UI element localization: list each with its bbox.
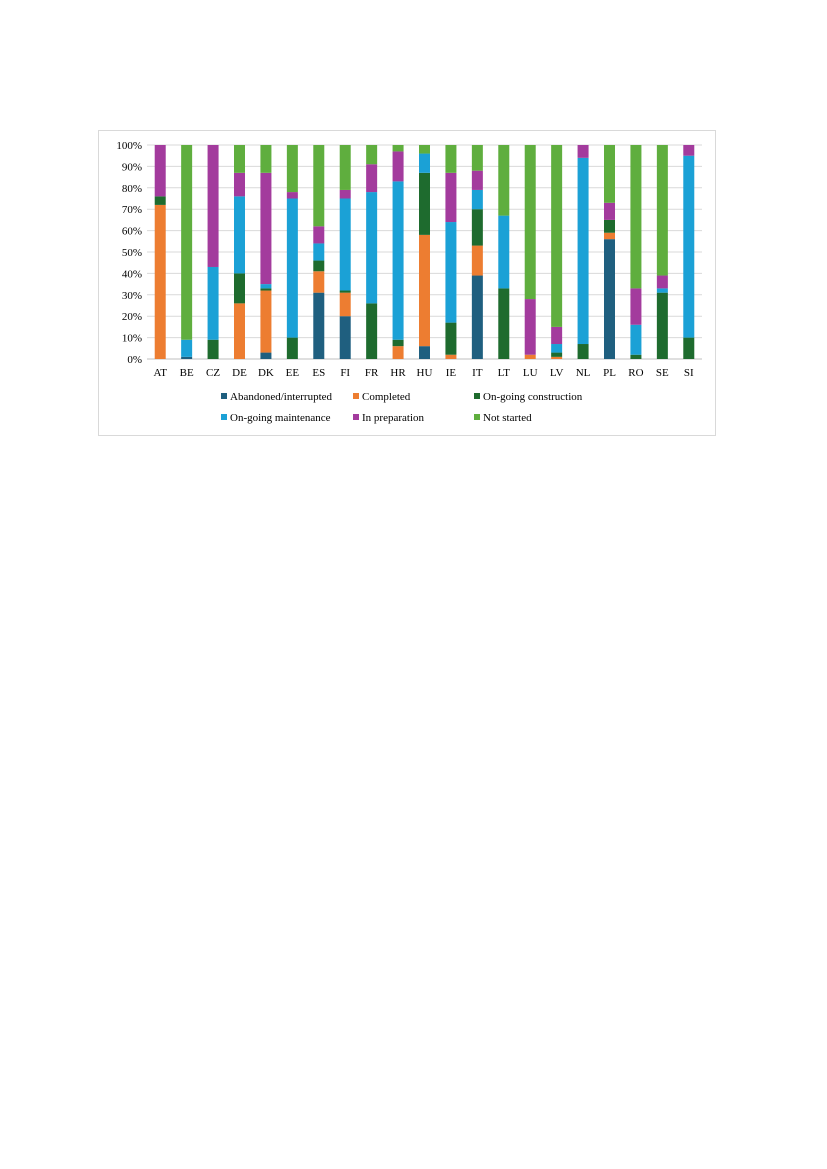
bar-segment (208, 267, 219, 340)
y-tick-label: 90% (121, 161, 142, 174)
y-tick-label: 0% (127, 354, 142, 366)
bar-segment (525, 145, 536, 299)
bar-segment (419, 235, 430, 346)
bar-segment (657, 276, 668, 289)
bar-segment (630, 145, 641, 288)
bar-segment (366, 145, 377, 164)
bar-segment (260, 353, 271, 359)
bar-segment (445, 355, 456, 359)
legend (221, 391, 583, 424)
bar-segment (208, 340, 219, 359)
bar-segment (340, 145, 351, 190)
bar-segment (630, 288, 641, 324)
legend-label: On-going construction (483, 391, 583, 403)
legend-swatch (474, 414, 480, 420)
bar-segment (604, 203, 615, 220)
bar-segment (208, 145, 219, 267)
bar-segment (393, 346, 404, 359)
x-tick-label: RO (628, 367, 644, 379)
bar-segment (630, 325, 641, 355)
bar-segment (287, 199, 298, 338)
bar-segment (181, 340, 192, 357)
bar-segment (340, 190, 351, 199)
bar-segment (260, 291, 271, 353)
bar-segment (472, 145, 483, 171)
bar-segment (657, 293, 668, 359)
bar-segment (181, 357, 192, 359)
bar-segment (525, 299, 536, 355)
bar-segment (234, 303, 245, 359)
y-tick-label: 20% (121, 311, 142, 324)
bar-segment (366, 192, 377, 303)
bar-segment (393, 340, 404, 346)
legend-label: On-going maintenance (230, 412, 331, 424)
bar-segment (551, 145, 562, 327)
bar-segment (155, 205, 166, 359)
x-tick-label: LU (522, 367, 538, 379)
x-tick-label: BE (179, 367, 194, 379)
x-tick-label: SI (683, 367, 694, 379)
bar-segment (657, 288, 668, 292)
legend-label: In preparation (362, 412, 424, 424)
bar-segment (683, 338, 694, 359)
x-tick-label: NL (575, 367, 591, 379)
x-tick-label: ES (312, 367, 326, 379)
x-tick-label: CZ (206, 367, 221, 379)
x-tick-label: EE (285, 367, 300, 379)
bar-segment (340, 316, 351, 359)
legend-swatch (221, 393, 227, 399)
bar-segment (287, 192, 298, 198)
bar-segment (604, 220, 615, 233)
bar-segment (181, 145, 192, 340)
y-tick-label: 80% (121, 182, 142, 195)
bar-segment (498, 216, 509, 289)
bar-segment (498, 288, 509, 359)
x-tick-label: FI (340, 367, 351, 379)
bar-segment (472, 190, 483, 209)
bar-segment (472, 276, 483, 359)
bar-segment (604, 145, 615, 203)
bar-segment (419, 346, 430, 359)
x-tick-label: HU (416, 367, 433, 379)
bar-segment (445, 323, 456, 355)
bar-segment (234, 196, 245, 273)
bar-segment (260, 288, 271, 290)
bar-segment (393, 151, 404, 181)
bar-segment (393, 145, 404, 151)
legend-label: Abandoned/interrupted (230, 391, 333, 403)
bar-segment (260, 284, 271, 288)
bar-segment (260, 173, 271, 284)
bar-segment (551, 357, 562, 359)
y-tick-label: 50% (121, 247, 142, 259)
x-tick-label: IE (445, 367, 457, 379)
x-tick-label: SE (655, 367, 669, 379)
bar-segment (578, 158, 589, 344)
x-tick-label: DK (257, 367, 274, 379)
x-tick-label: PL (603, 367, 616, 379)
bar-segment (393, 181, 404, 339)
bar-segment (551, 353, 562, 357)
bar-segment (578, 145, 589, 158)
bar-segment (472, 246, 483, 276)
stacked-bar-chart (99, 131, 715, 435)
x-tick-label: IT (472, 367, 483, 379)
legend-swatch (353, 393, 359, 399)
bar-segment (604, 233, 615, 239)
bar-segment (340, 291, 351, 293)
bar-segment (313, 226, 324, 243)
bar-segment (683, 145, 694, 156)
y-tick-label: 70% (121, 204, 142, 217)
bars (155, 145, 695, 359)
bar-segment (419, 173, 430, 235)
x-tick-label: HR (390, 367, 406, 379)
bar-segment (445, 222, 456, 323)
bar-segment (419, 145, 430, 154)
bar-segment (551, 327, 562, 344)
bar-segment (313, 243, 324, 260)
bar-segment (683, 156, 694, 338)
x-tick-label: AT (153, 367, 167, 379)
x-tick-label: LT (497, 367, 511, 379)
bar-segment (287, 145, 298, 192)
bar-segment (234, 173, 245, 197)
bar-segment (234, 145, 245, 173)
bar-segment (287, 338, 298, 359)
bar-segment (472, 209, 483, 245)
bar-segment (366, 303, 377, 359)
bar-segment (155, 196, 166, 205)
bar-segment (525, 355, 536, 359)
legend-swatch (221, 414, 227, 420)
bar-segment (472, 171, 483, 190)
x-tick-label: LV (549, 367, 564, 379)
bar-segment (155, 145, 166, 196)
chart-frame (98, 130, 716, 436)
y-tick-label: 10% (121, 332, 142, 345)
bar-segment (445, 173, 456, 222)
bar-segment (234, 273, 245, 303)
legend-label: Not started (483, 412, 532, 424)
y-tick-label: 30% (121, 289, 142, 302)
bar-segment (340, 293, 351, 317)
legend-label: Completed (362, 391, 411, 403)
x-tick-label: DE (232, 367, 247, 379)
legend-swatch (474, 393, 480, 399)
bar-segment (313, 271, 324, 292)
bar-segment (551, 344, 562, 353)
bar-segment (578, 344, 589, 359)
y-tick-label: 100% (116, 140, 142, 152)
bar-segment (260, 145, 271, 173)
bar-segment (445, 145, 456, 173)
x-tick-label: FR (364, 367, 379, 379)
bar-segment (604, 239, 615, 359)
bar-segment (313, 145, 324, 226)
bar-segment (313, 261, 324, 272)
bar-segment (630, 355, 641, 359)
bar-segment (657, 145, 668, 276)
bar-segment (313, 293, 324, 359)
bar-segment (340, 199, 351, 291)
y-tick-label: 40% (121, 268, 142, 281)
bar-segment (366, 164, 377, 192)
bar-segment (498, 145, 509, 216)
y-tick-label: 60% (121, 225, 142, 238)
legend-swatch (353, 414, 359, 420)
bar-segment (419, 154, 430, 173)
